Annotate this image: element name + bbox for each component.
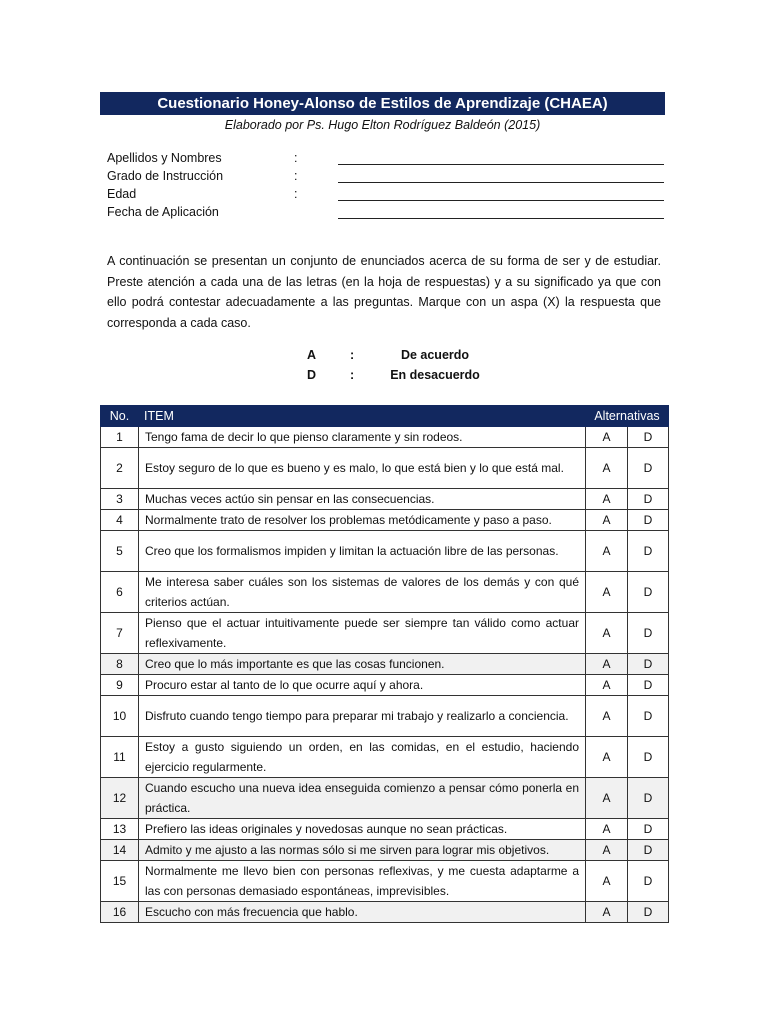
field-label-date: Fecha de Aplicación <box>107 205 219 219</box>
item-text: Admito y me ajusto a las normas sólo si me sirven para lograr mis objetivos. <box>139 840 586 861</box>
table-row <box>101 778 669 819</box>
document-subtitle: Elaborado por Ps. Hugo Elton Rodríguez Baldeón (2015) <box>224 118 541 132</box>
questionnaire-table <box>100 405 669 923</box>
answer-d-cell[interactable]: D <box>628 840 669 861</box>
table-row <box>101 531 669 572</box>
answer-d-cell[interactable]: D <box>628 531 669 572</box>
item-text: Cuando escucho una nueva idea enseguida comienzo a pensar cómo ponerla en práctica. <box>139 778 586 819</box>
header-item: ITEM <box>139 406 586 427</box>
item-text: Estoy a gusto siguiendo un orden, en las comidas, en el estudio, haciendo ejercicio regularmente. <box>139 737 586 778</box>
item-number: 13 <box>101 819 139 840</box>
field-row-age <box>107 185 667 203</box>
answer-a-cell[interactable]: A <box>586 861 628 902</box>
item-text: Normalmente trato de resolver los problemas metódicamente y paso a paso. <box>139 510 586 531</box>
field-label-age: Edad <box>107 187 137 201</box>
legend-letter: D <box>307 368 317 382</box>
item-number: 14 <box>101 840 139 861</box>
legend-meaning: De acuerdo <box>400 348 470 362</box>
name-field-line[interactable] <box>338 164 664 165</box>
item-number: 10 <box>101 696 139 737</box>
header-no: No. <box>101 406 139 427</box>
answer-d-cell[interactable]: D <box>628 778 669 819</box>
answer-d-cell[interactable]: D <box>628 427 669 448</box>
answer-a-cell[interactable]: A <box>586 737 628 778</box>
answer-a-cell[interactable]: A <box>586 427 628 448</box>
answer-a-cell[interactable]: A <box>586 902 628 923</box>
table-row <box>101 448 669 489</box>
answer-a-cell[interactable]: A <box>586 778 628 819</box>
item-text: Creo que los formalismos impiden y limitan la actuación libre de las personas. <box>139 531 586 572</box>
table-row <box>101 737 669 778</box>
education-field-line[interactable] <box>338 182 664 183</box>
legend-meaning: En desacuerdo <box>390 368 480 382</box>
field-label-name: Apellidos y Nombres <box>107 151 222 165</box>
item-text: Me interesa saber cuáles son los sistemas de valores de los demás y con qué criterios actúan. <box>139 572 586 613</box>
item-text: Creo que lo más importante es que las cosas funcionen. <box>139 654 586 675</box>
answer-a-cell[interactable]: A <box>586 531 628 572</box>
item-number: 5 <box>101 531 139 572</box>
table-row <box>101 572 669 613</box>
item-number: 11 <box>101 737 139 778</box>
item-number: 4 <box>101 510 139 531</box>
field-row-date <box>107 203 667 221</box>
table-row <box>101 654 669 675</box>
table-row <box>101 613 669 654</box>
item-number: 7 <box>101 613 139 654</box>
answer-d-cell[interactable]: D <box>628 902 669 923</box>
field-colon: : <box>294 187 298 201</box>
table-row <box>101 427 669 448</box>
age-field-line[interactable] <box>338 200 664 201</box>
instructions-paragraph: A continuación se presentan un conjunto de enunciados acerca de su forma de ser y de estudiar. Preste atención a cada una de las letras (en la hoja de respuestas) y a su significado ya que con ello podrá contestar adecuadamente a las preguntas. Marque con un aspa (X) la respuesta que corresponda a cada caso. <box>107 254 661 330</box>
field-row-name <box>107 149 667 167</box>
item-text: Tengo fama de decir lo que pienso claramente y sin rodeos. <box>139 427 586 448</box>
table-row <box>101 489 669 510</box>
item-number: 2 <box>101 448 139 489</box>
answer-a-cell[interactable]: A <box>586 654 628 675</box>
legend-colon: : <box>350 368 355 382</box>
item-number: 16 <box>101 902 139 923</box>
answer-a-cell[interactable]: A <box>586 696 628 737</box>
item-text: Escucho con más frecuencia que hablo. <box>139 902 586 923</box>
item-number: 8 <box>101 654 139 675</box>
item-text: Estoy seguro de lo que es bueno y es malo, lo que está bien y lo que está mal. <box>139 448 586 489</box>
answer-a-cell[interactable]: A <box>586 510 628 531</box>
answer-d-cell[interactable]: D <box>628 737 669 778</box>
answer-a-cell[interactable]: A <box>586 819 628 840</box>
answer-d-cell[interactable]: D <box>628 861 669 902</box>
table-row <box>101 819 669 840</box>
answer-d-cell[interactable]: D <box>628 696 669 737</box>
item-text: Normalmente me llevo bien con personas reflexivas, y me cuesta adaptarme a las con personas demasiado espontáneas, imprevisibles. <box>139 861 586 902</box>
table-header-row <box>101 406 669 427</box>
item-number: 1 <box>101 427 139 448</box>
answer-d-cell[interactable]: D <box>628 572 669 613</box>
date-field-line[interactable] <box>338 218 664 219</box>
table-row <box>101 840 669 861</box>
document-title: Cuestionario Honey-Alonso de Estilos de Aprendizaje (CHAEA) <box>100 92 665 115</box>
item-number: 3 <box>101 489 139 510</box>
item-number: 12 <box>101 778 139 819</box>
answer-d-cell[interactable]: D <box>628 819 669 840</box>
answer-a-cell[interactable]: A <box>586 448 628 489</box>
item-number: 6 <box>101 572 139 613</box>
item-number: 15 <box>101 861 139 902</box>
answer-legend <box>300 345 520 385</box>
field-colon: : <box>294 169 298 183</box>
item-text: Disfruto cuando tengo tiempo para preparar mi trabajo y realizarlo a conciencia. <box>139 696 586 737</box>
table-row <box>101 861 669 902</box>
header-alternatives: Alternativas <box>586 406 669 427</box>
item-text: Muchas veces actúo sin pensar en las consecuencias. <box>139 489 586 510</box>
answer-d-cell[interactable]: D <box>628 613 669 654</box>
table-row <box>101 675 669 696</box>
answer-d-cell[interactable]: D <box>628 654 669 675</box>
answer-a-cell[interactable]: A <box>586 840 628 861</box>
legend-row-agree <box>300 345 520 365</box>
table-row <box>101 510 669 531</box>
answer-d-cell[interactable]: D <box>628 448 669 489</box>
table-row <box>101 696 669 737</box>
item-number: 9 <box>101 675 139 696</box>
field-label-education: Grado de Instrucción <box>107 169 224 183</box>
answer-a-cell[interactable]: A <box>586 613 628 654</box>
answer-a-cell[interactable]: A <box>586 489 628 510</box>
answer-a-cell[interactable]: A <box>586 572 628 613</box>
answer-a-cell[interactable]: A <box>586 675 628 696</box>
item-text: Procuro estar al tanto de lo que ocurre aquí y ahora. <box>139 675 586 696</box>
item-text: Pienso que el actuar intuitivamente puede ser siempre tan válido como actuar reflexivamente. <box>139 613 586 654</box>
legend-colon: : <box>350 348 355 362</box>
answer-d-cell[interactable]: D <box>628 489 669 510</box>
table-row <box>101 902 669 923</box>
answer-d-cell[interactable]: D <box>628 510 669 531</box>
field-row-education <box>107 167 667 185</box>
field-colon: : <box>294 151 298 165</box>
legend-row-disagree <box>300 365 520 385</box>
item-text: Prefiero las ideas originales y novedosas aunque no sean prácticas. <box>139 819 586 840</box>
answer-d-cell[interactable]: D <box>628 675 669 696</box>
legend-letter: A <box>307 348 317 362</box>
personal-info-fields <box>107 149 667 221</box>
